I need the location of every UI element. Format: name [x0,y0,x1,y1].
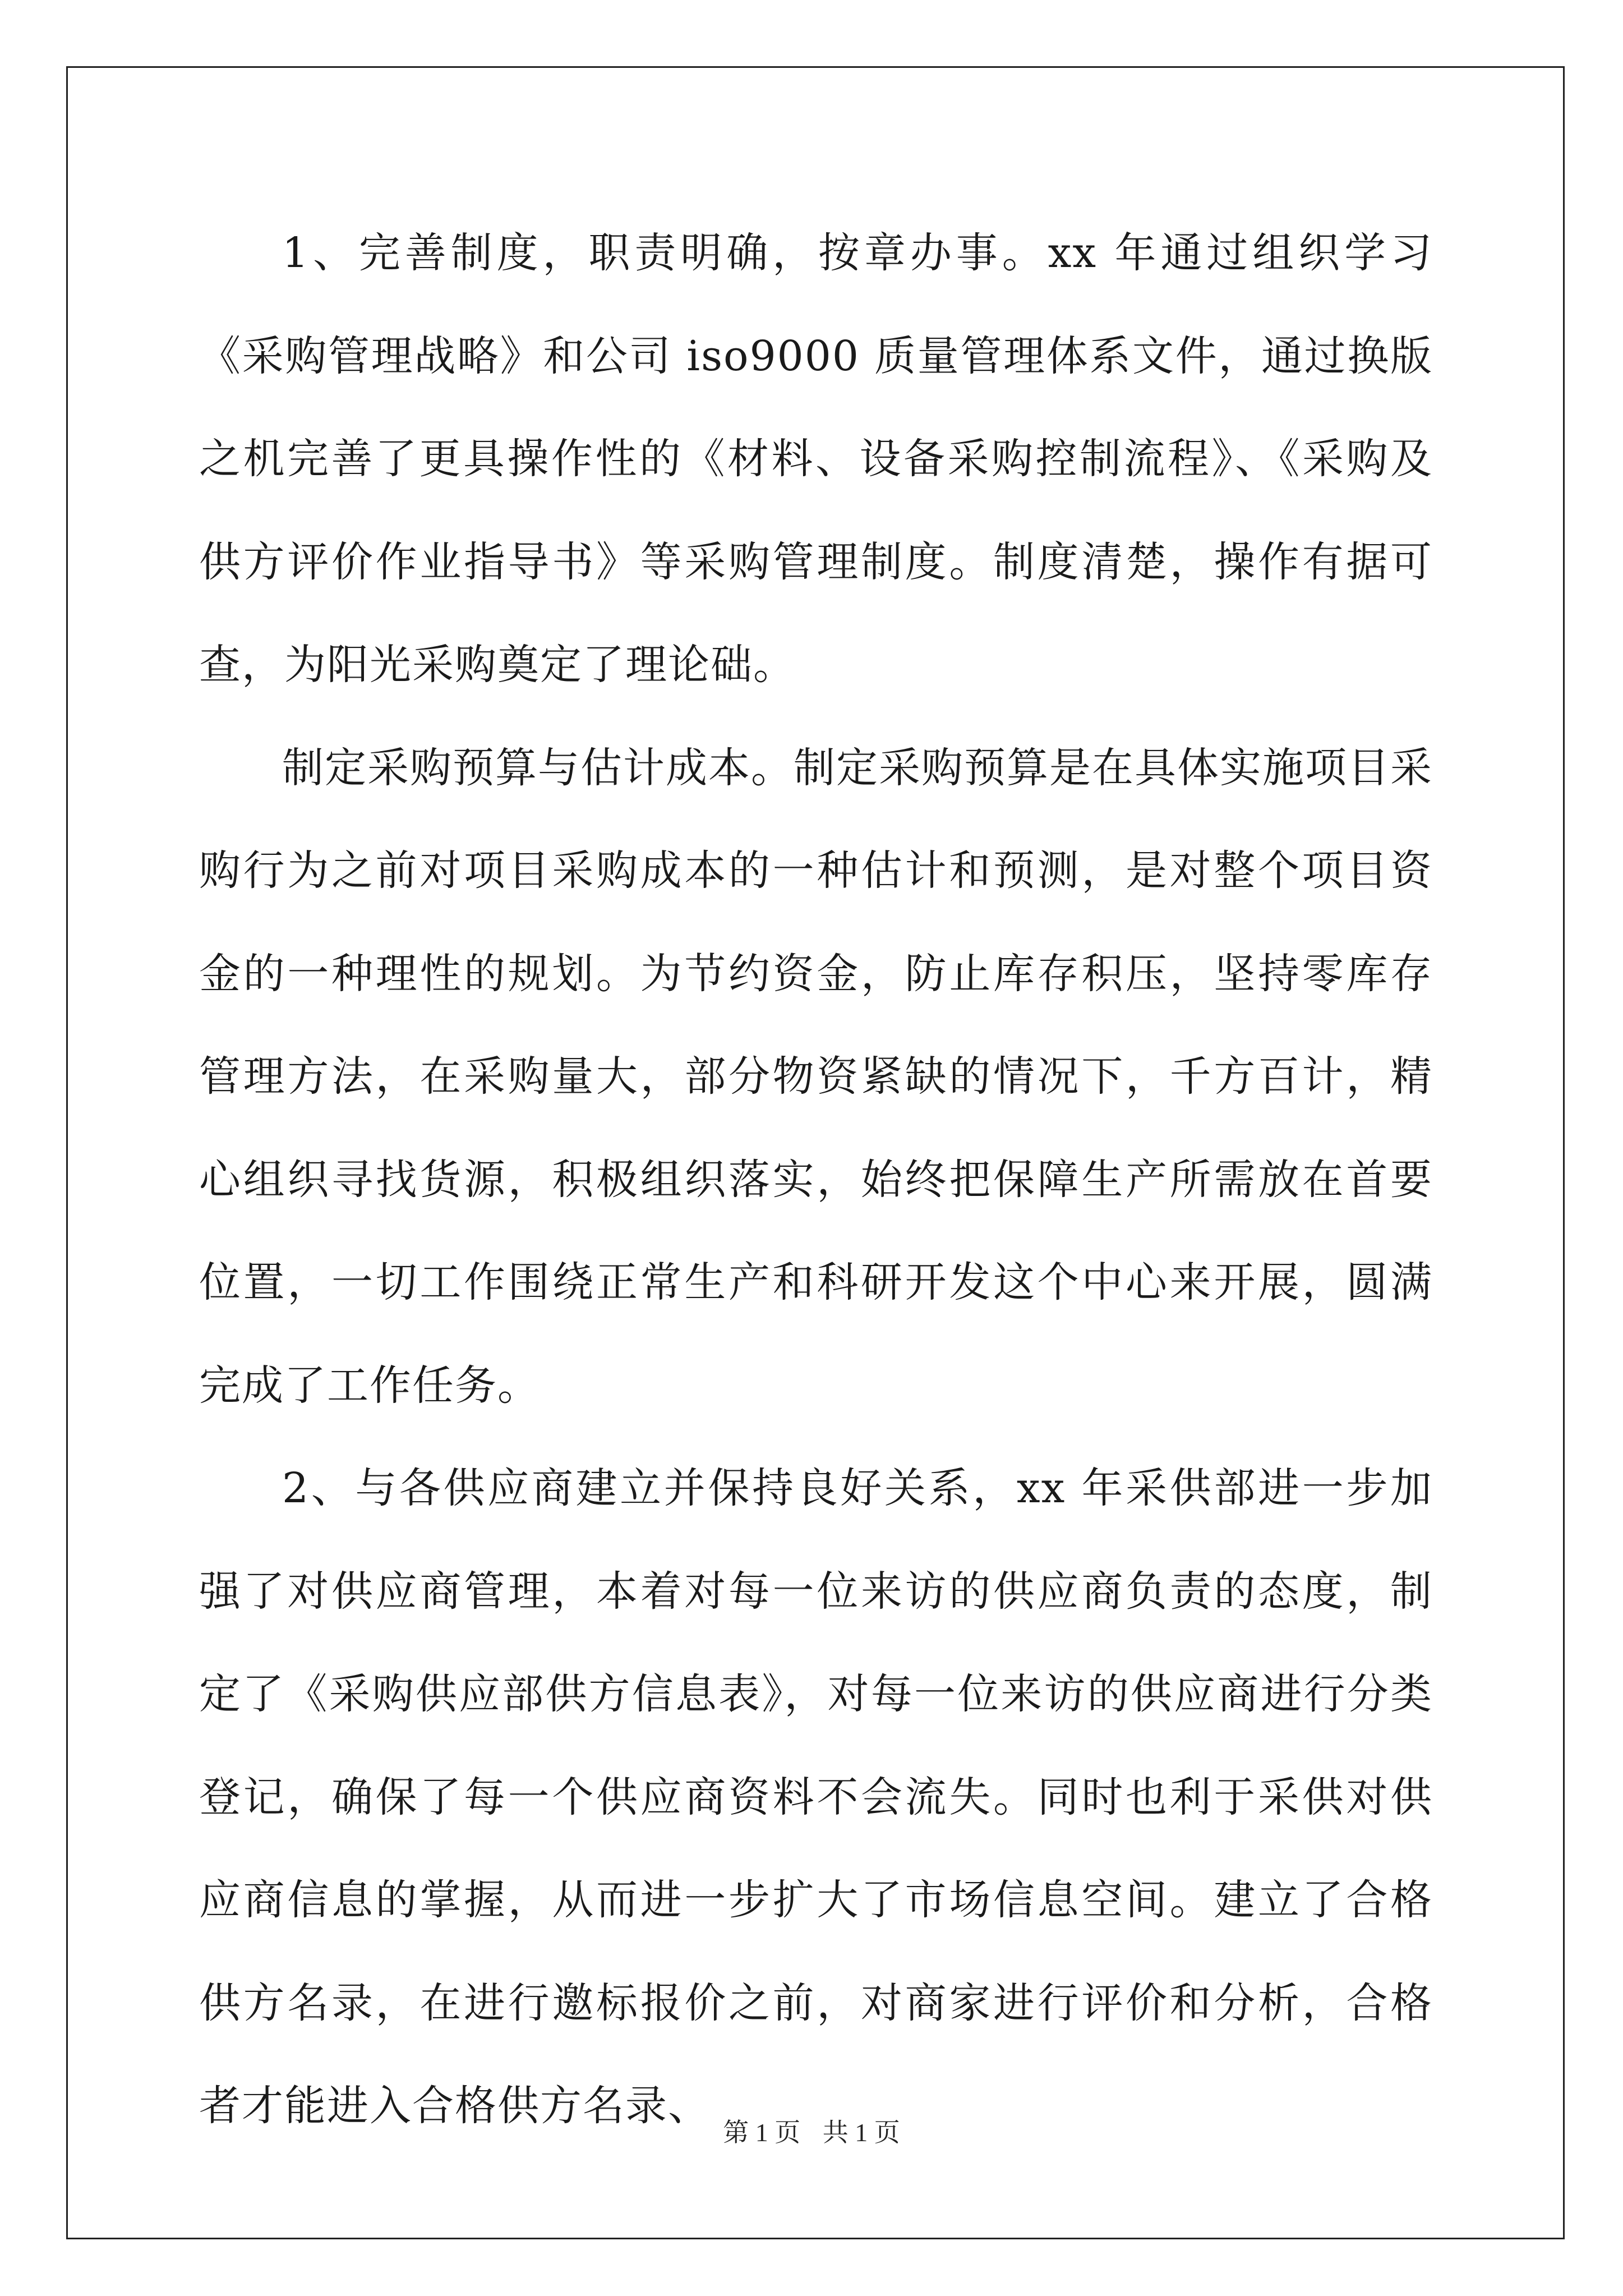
page-total: 共 1 页 [822,2118,900,2147]
paragraph-2: 制定采购预算与估计成本。制定采购预算是在具体实施项目采购行为之前对项目采购成本的一种估计和预测，是对整个项目资金的一种理性的规划。为节约资金，防止库存积压，坚持零库存管理方法，在采购量大，部分物资紧缺的情况下，千方百计，精心组织寻找货源，积极组织落实，始终把保障生产所需放在首要位置，一切工作围绕正常生产和科研开发这个中心来开展，圆满完成了工作任务。 [199,743,1433,1410]
document-body [199,202,1433,2158]
page-number: 第 1 页 [723,2118,801,2147]
paragraph-3: 2、与各供应商建立并保持良好关系，xx 年采供部进一步加强了对供应商管理，本着对每一位来访的供应商负责的态度，制定了《采购供应部供方信息表》，对每一位来访的供应商进行分类登记，确保了每一个供应商资料不会流失。同时也利于采供对供应商信息的掌握，从而进一步扩大了市场信息空间。建立了合格供方名录，在进行邀标报价之前，对商家进行评价和分析，合格者才能进入合格供方名录、 [199,1464,1433,2130]
page-footer [0,2112,1623,2149]
paragraph-1: 1、完善制度，职责明确，按章办事。xx 年通过组织学习《采购管理战略》和公司 iso9000 质量管理体系文件，通过换版之机完善了更具操作性的《材料、设备采购控制流程》、《采购及供方评价作业指导书》等采购管理制度。制度清楚，操作有据可查，为阳光采购奠定了理论础。 [199,229,1433,689]
